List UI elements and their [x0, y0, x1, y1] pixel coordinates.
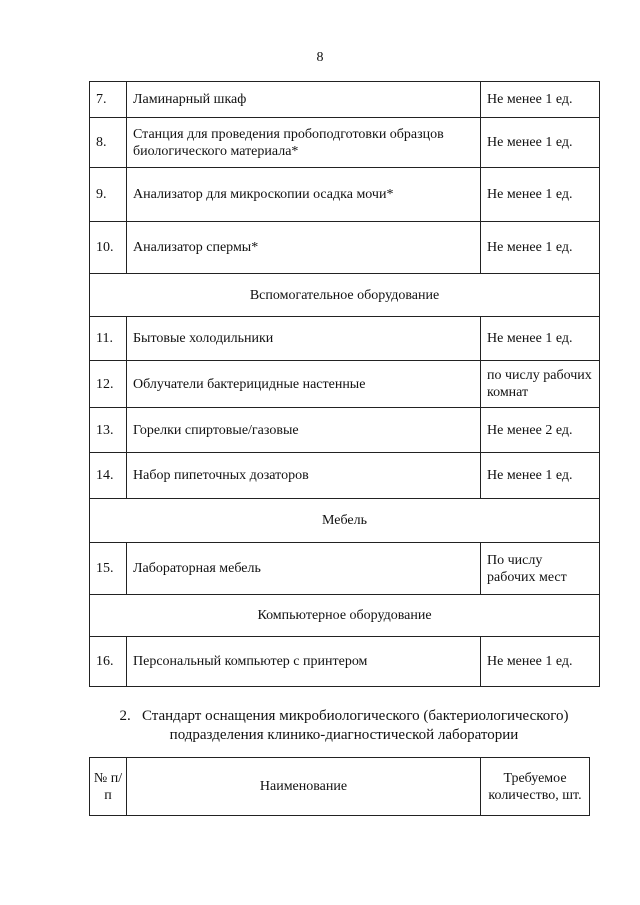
- row-quantity: Не менее 1 ед.: [481, 168, 600, 222]
- table-row: [90, 317, 600, 361]
- table-row: [90, 453, 600, 499]
- row-quantity: По числу рабочих мест: [481, 543, 600, 595]
- row-name: Персональный компьютер с принтером: [127, 637, 481, 687]
- row-name: Анализатор спермы*: [127, 222, 481, 274]
- table-row: [90, 361, 600, 408]
- header-number: № п/п: [90, 758, 127, 816]
- table-row: [90, 222, 600, 274]
- row-number: 11.: [90, 317, 127, 361]
- row-number: 12.: [90, 361, 127, 408]
- row-quantity: по числу рабочих комнат: [481, 361, 600, 408]
- row-quantity: Не менее 1 ед.: [481, 118, 600, 168]
- table-row: [90, 543, 600, 595]
- row-number: 15.: [90, 543, 127, 595]
- section-row: [90, 499, 600, 543]
- row-quantity: Не менее 1 ед.: [481, 317, 600, 361]
- section-title: Вспомогательное оборудование: [90, 274, 600, 317]
- page-number: 8: [316, 50, 324, 65]
- section-title-line2: подразделения клинико-диагностической лаборатории: [169, 727, 519, 743]
- row-quantity: Не менее 1 ед.: [481, 637, 600, 687]
- row-number: 7.: [90, 82, 127, 118]
- row-number: 14.: [90, 453, 127, 499]
- table-row: [90, 118, 600, 168]
- equipment-table: [89, 81, 600, 687]
- row-number: 16.: [90, 637, 127, 687]
- header-quantity: Требуемое количество, шт.: [481, 758, 590, 816]
- table-row: [90, 408, 600, 453]
- row-number: 10.: [90, 222, 127, 274]
- row-quantity: Не менее 1 ед.: [481, 82, 600, 118]
- row-name: Набор пипеточных дозаторов: [127, 453, 481, 499]
- row-name: Ламинарный шкаф: [127, 82, 481, 118]
- header-name: Наименование: [127, 758, 481, 816]
- section-number: 2.: [119, 708, 131, 724]
- row-quantity: Не менее 1 ед.: [481, 453, 600, 499]
- standard-table: [89, 757, 590, 816]
- row-name: Горелки спиртовые/газовые: [127, 408, 481, 453]
- row-quantity: Не менее 1 ед.: [481, 222, 600, 274]
- row-name: Станция для проведения пробоподготовки образцов биологического материала*: [127, 118, 481, 168]
- row-number: 9.: [90, 168, 127, 222]
- row-name: Анализатор для микроскопии осадка мочи*: [127, 168, 481, 222]
- section-title-line1: Стандарт оснащения микробиологического (бактериологического): [141, 708, 569, 724]
- section-heading: [89, 707, 599, 745]
- table-row: [90, 637, 600, 687]
- row-name: Облучатели бактерицидные настенные: [127, 361, 481, 408]
- table-row: [90, 82, 600, 118]
- row-quantity: Не менее 2 ед.: [481, 408, 600, 453]
- row-name: Лабораторная мебель: [127, 543, 481, 595]
- row-name: Бытовые холодильники: [127, 317, 481, 361]
- table-row: [90, 168, 600, 222]
- section-row: [90, 274, 600, 317]
- row-number: 8.: [90, 118, 127, 168]
- section-title: Компьютерное оборудование: [90, 595, 600, 637]
- section-title: Мебель: [90, 499, 600, 543]
- section-row: [90, 595, 600, 637]
- row-number: 13.: [90, 408, 127, 453]
- header-row: [90, 758, 590, 816]
